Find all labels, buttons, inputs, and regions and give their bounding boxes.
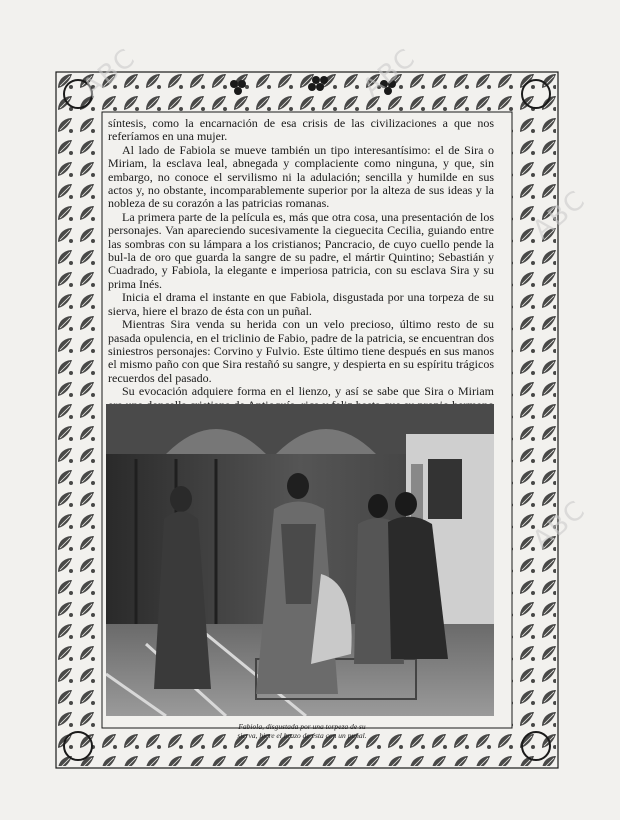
watermark-right-lower: ABC: [527, 494, 593, 556]
film-still-photo: [106, 404, 494, 716]
paragraph: La primera parte de la película es, más que otra cosa, una presentación de los personajes. Van apareciendo sucesivamente la cieguecita Cecilia, guiando entre las sombras con su lámpara a los cristianos; Pancracio, de cuyo cuello pende la bul-la de oro que guarda la sangre de su padre, el mártir Quintino; Sebastián y Cuadrado, y Fabiola, la elegante e imperiosa patricia, con su esclava Sira y su prima Inés.: [108, 209, 494, 291]
paragraph: Su evocación adquiere forma en el lienzo, y así se sabe que Sira o Miriam: [122, 384, 494, 399]
paragraph: Inicia el drama el instante en que Fabiola, disgustada por una torpeza de su sierva, hiere el brazo de ésta con un puñal.: [108, 290, 494, 318]
film-still-drawing: [106, 404, 494, 716]
watermark-top: ABC: [77, 42, 143, 104]
article-text: [108, 117, 494, 439]
photo-caption: Fabiola, disgustada por una torpeza de su sierva, hiere el brazo de ésta con un puñal.: [237, 722, 367, 740]
watermark-right: ABC: [527, 184, 593, 246]
paragraph: síntesis, como la encarnación de esa crisis de las civilizaciones a que nos referíamos en una mujer.: [108, 116, 494, 144]
paragraph: Al lado de Fabiola se mueve también un tipo interesantísimo: el de Sira o Miriam, la esclava leal, abnegada y complaciente como ninguna, y que, sin embargo, no conoce el servilismo ni la adulación; sencilla y humilde en sus actos y, no obstante, incomparablemente superior por la alteza de sus ideas y la nobleza de su corazón a las patricias romanas.: [108, 142, 494, 211]
paragraph: Mientras Sira venda su herida con un velo precioso, último resto de su pasada opulencia, en el triclinio de Fabio, padre de la patricia, se encuentran dos siniestros personajes: Corvino y Fulvio. Este último tiene después en sus manos el mismo paño con que Sira restañó su sangre, y despierta en su espíritu trágicos recuerdos del pasado.: [108, 317, 494, 385]
watermark-top-right: ABC: [357, 42, 423, 104]
